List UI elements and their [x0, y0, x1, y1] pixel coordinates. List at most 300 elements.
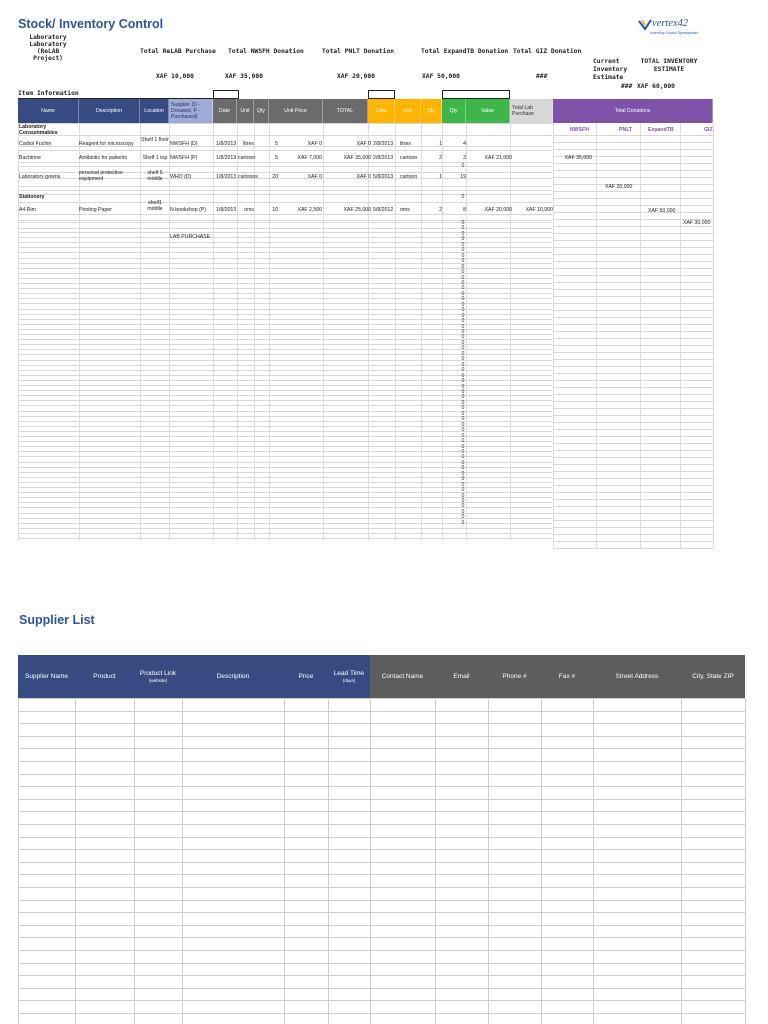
total-nwsfh-value: XAF 35,000 — [225, 73, 263, 80]
item-out-qty: 1 — [439, 174, 442, 180]
donation-row-line — [553, 492, 713, 493]
supplier-column-line — [284, 698, 285, 1024]
item-description: personal protective equipment — [79, 170, 123, 182]
item-supplier: WHO (D) — [170, 174, 192, 180]
supplier-header-price — [284, 655, 328, 698]
row-line — [18, 273, 552, 274]
donation-row-line — [553, 541, 713, 542]
total-giz-value: ### — [536, 73, 548, 80]
row-line — [18, 497, 552, 498]
row-line — [18, 247, 552, 248]
item-unit-price: XAF 0 — [307, 174, 322, 180]
donation-column-line — [596, 123, 597, 549]
header-out-qty: Qty — [421, 99, 442, 123]
donation-row-line — [553, 520, 713, 521]
supplier-header-phone — [488, 655, 541, 698]
total-inventory-value: XAF 60,000 — [637, 83, 675, 90]
supplier-row-line — [18, 723, 745, 724]
row-line — [18, 135, 552, 136]
item-in-unit: rims — [244, 207, 254, 213]
current-qty-zero: 0 — [461, 383, 465, 390]
header-current-qty: Qty — [442, 99, 466, 123]
row-line — [18, 123, 552, 124]
current-qty-zero: 0 — [461, 350, 465, 357]
current-qty-zero: 0 — [461, 334, 465, 341]
donation-row-line — [553, 282, 713, 283]
row-line — [18, 446, 552, 447]
column-line — [79, 123, 80, 541]
current-qty-zero: 0 — [461, 356, 465, 363]
donation-row-line — [553, 401, 713, 402]
row-line — [18, 237, 552, 238]
item-current-qty: 19 — [460, 174, 466, 180]
row-line — [18, 421, 552, 422]
row-line — [18, 456, 552, 457]
current-qty-zero: 0 — [461, 448, 465, 455]
row-line — [18, 186, 552, 187]
lab-label: Laboratory Laboratory (ReLAB Project) — [29, 34, 67, 62]
supplier-row-line — [18, 849, 745, 850]
supplier-row-line — [18, 824, 745, 825]
donation-row-line — [553, 212, 713, 213]
donation-row-line — [553, 436, 713, 437]
item-current-qty: 4 — [463, 141, 466, 147]
supplier-header-contact-text: Contact Name — [381, 673, 424, 680]
supplier-column-line — [370, 698, 371, 1024]
row-line — [18, 293, 552, 294]
row-line — [18, 334, 552, 335]
supplier-row-line — [18, 925, 745, 926]
item-in-unit: litres — [243, 141, 254, 147]
supplier-row-line — [18, 1000, 745, 1001]
supplier-row-line — [18, 799, 745, 800]
item-out-unit: cartoon — [400, 155, 418, 161]
row-line — [18, 405, 552, 406]
supplier-header-name-text: Supplier Name — [25, 673, 68, 680]
supplier-header-price-text: Price — [298, 673, 314, 680]
row-line — [18, 303, 552, 304]
row-line — [18, 278, 552, 279]
supplier-header-city-text: City, State ZIP — [692, 673, 734, 680]
current-qty-zero: 0 — [461, 492, 465, 499]
donation-row-line — [553, 380, 713, 381]
row-line — [18, 194, 552, 195]
row-line — [18, 242, 552, 243]
supplier-header-lead-time-sub: (days) — [342, 677, 356, 683]
donation-row-line — [553, 534, 713, 535]
supplier-header-lead-time-text: Lead Time — [333, 669, 365, 677]
header-in-date: Date — [213, 99, 237, 123]
item-in-unit: cartoons — [238, 174, 258, 180]
header-out-date: Date — [368, 99, 395, 123]
row-line — [18, 492, 552, 493]
row-line — [18, 441, 552, 442]
page-title: Stock/ Inventory Control — [18, 17, 164, 31]
supplier-header-email-text: Email — [453, 673, 470, 680]
donation-row-line — [553, 240, 713, 241]
total-pnlt-label: Total PNLT Donation — [322, 48, 395, 55]
supplier-column-line — [328, 698, 329, 1024]
current-qty-zero: 0 — [461, 421, 465, 428]
pnlt-amount: XAF 20,000 — [605, 184, 633, 190]
row-line — [18, 426, 552, 427]
current-qty-zero: 0 — [461, 427, 465, 434]
current-qty-zero: 0 — [461, 405, 465, 412]
item-value: XAF 20,000 — [484, 207, 512, 213]
total-relab-value: XAF 10,000 — [156, 73, 194, 80]
donation-row-line — [553, 310, 713, 311]
total-giz-label: Total GIZ Donation — [513, 48, 582, 55]
donation-row-line — [553, 464, 713, 465]
row-line — [18, 380, 552, 381]
supplier-row-line — [18, 963, 745, 964]
row-line — [18, 150, 552, 151]
column-line — [395, 123, 396, 541]
current-qty-zero: 0 — [461, 258, 465, 265]
section-item-information: Item Information — [18, 90, 79, 97]
current-qty-zero: 0 — [461, 367, 465, 374]
donation-row-line — [553, 254, 713, 255]
item-current-qty: 8 — [463, 207, 466, 213]
supplier-column-line — [435, 698, 436, 1024]
supplier-column-line — [593, 698, 594, 1024]
donation-row-line — [553, 142, 713, 143]
supplier-header-description-text: Description — [216, 673, 250, 680]
item-out-unit: rims — [400, 207, 410, 213]
row-line — [18, 339, 552, 340]
row-line — [18, 354, 552, 355]
row-line — [18, 344, 552, 345]
logo-tagline: Inventory Control Spreadsheet — [650, 31, 698, 35]
donation-row-line — [553, 548, 713, 549]
zero-stationery-row: 0 — [461, 194, 465, 200]
current-qty-zero: 0 — [461, 225, 465, 232]
item-total: XAF 35,000 — [343, 155, 371, 161]
item-unit-price: XAF 2,500 — [297, 207, 322, 213]
header-name: Name — [18, 99, 79, 123]
supplier-header-product-link-sub: (website) — [148, 677, 168, 683]
current-qty-zero: 0 — [461, 323, 465, 330]
current-qty-zero: 0 — [461, 301, 465, 308]
donation-row-line — [553, 345, 713, 346]
header-in-qty: Qty — [254, 99, 269, 123]
donation-row-line — [553, 499, 713, 500]
giz-amount: XAF 30,000 — [683, 220, 711, 226]
item-out-date: 2/8/2013 — [373, 141, 394, 147]
row-line — [18, 462, 552, 463]
column-line — [18, 123, 19, 541]
row-line — [18, 487, 552, 488]
header-value: Value — [466, 99, 510, 123]
supplier-row-line — [18, 774, 745, 775]
current-qty-zero: 0 — [461, 312, 465, 319]
row-line — [18, 202, 552, 203]
supplier-row-line — [18, 887, 745, 888]
current-qty-zero: 0 — [461, 307, 465, 314]
item-in-unit: cartoon — [238, 155, 256, 161]
supplier-row-line — [18, 761, 745, 762]
item-location: Shelf 1 floor — [141, 137, 169, 143]
donation-row-line — [553, 387, 713, 388]
item-description: Reagent for microscopy — [79, 141, 134, 147]
supplier-column-line — [75, 698, 76, 1024]
total-relab-label: Total ReLAB Purchase — [140, 48, 216, 55]
header-total-donations: Total Donations — [553, 99, 713, 123]
current-qty-zero: 0 — [461, 432, 465, 439]
current-qty-zero: 0 — [461, 269, 465, 276]
item-out-qty: 2 — [439, 207, 442, 213]
item-location: Shelf 1 top — [142, 155, 168, 161]
donation-row-line — [553, 394, 713, 395]
current-qty-zero: 0 — [461, 378, 465, 385]
header-in-unit: Unit — [237, 99, 254, 123]
donation-row-line — [553, 135, 713, 136]
item-description: Printing Paper — [79, 207, 112, 213]
donation-row-line — [553, 373, 713, 374]
logo-mark-icon — [638, 19, 652, 30]
row-line — [18, 298, 552, 299]
supplier-row-line — [18, 811, 745, 812]
donation-column-line — [640, 123, 641, 549]
current-qty-zero: 0 — [461, 443, 465, 450]
donation-row-line — [553, 205, 713, 206]
current-qty-zero: 0 — [461, 410, 465, 417]
supplier-column-line — [541, 698, 542, 1024]
item-in-qty: 20 — [272, 174, 278, 180]
header-total: TOTAL — [323, 99, 368, 123]
current-qty-zero: 0 — [461, 285, 465, 292]
donation-row-line — [553, 198, 713, 199]
supplier-header-product-link — [134, 655, 182, 698]
current-qty-zero: 0 — [461, 263, 465, 270]
supplier-row-line — [18, 748, 745, 749]
current-qty-zero: 0 — [461, 394, 465, 401]
item-name: Bachtrine — [19, 155, 41, 161]
donation-row-line — [553, 506, 713, 507]
donation-column-line — [680, 123, 681, 549]
row-line — [18, 319, 552, 320]
donation-row-line — [553, 261, 713, 262]
current-qty-zero: 0 — [461, 345, 465, 352]
donation-row-line — [553, 303, 713, 304]
column-line — [254, 123, 255, 541]
donation-header-expandtb: ExpandTB — [648, 127, 674, 133]
donation-row-line — [553, 268, 713, 269]
supplier-header-phone-text: Phone # — [502, 673, 527, 680]
current-qty-zero: 0 — [461, 454, 465, 461]
donation-row-line — [553, 338, 713, 339]
header-location: Location — [140, 99, 169, 123]
current-qty-zero: 0 — [461, 416, 465, 423]
column-line — [269, 123, 270, 541]
item-in-date: 1/8/2013 — [216, 141, 237, 147]
current-qty-zero: 0 — [461, 399, 465, 406]
donation-row-line — [553, 485, 713, 486]
supplier-row-line — [18, 912, 745, 913]
current-qty-zero: 0 — [461, 519, 465, 526]
row-line — [18, 252, 552, 253]
supplier-header-fax — [541, 655, 593, 698]
current-qty-zero: 0 — [461, 318, 465, 325]
header-supplier: Supplier (D - Donated, P - Purchased) — [169, 99, 213, 123]
item-out-date: 5/8/2012 — [373, 207, 394, 213]
current-qty-zero: 0 — [461, 497, 465, 504]
row-line — [18, 502, 552, 503]
donation-row-line — [553, 275, 713, 276]
section-current-box — [442, 90, 510, 99]
supplier-row-line — [18, 1013, 745, 1014]
category-lab-consumables: Laboratory Consummables — [19, 124, 58, 136]
row-line — [18, 329, 552, 330]
current-qty-zero: 0 — [461, 459, 465, 466]
header-out-unit: Unit — [395, 99, 421, 123]
donation-row-line — [553, 170, 713, 171]
supplier-header-city — [681, 655, 745, 698]
supplier-row-line — [18, 975, 745, 976]
donation-row-line — [553, 527, 713, 528]
item-description: Antibiotic for patients — [79, 155, 128, 161]
supplier-column-line — [18, 698, 19, 1024]
item-out-unit: cartoon — [400, 174, 418, 180]
donation-row-line — [553, 408, 713, 409]
current-qty-zero: 0 — [461, 274, 465, 281]
row-line — [18, 395, 552, 396]
lab-purchase-label: LAB PURCHASE — [170, 234, 211, 240]
row-line — [18, 436, 552, 437]
current-qty-zero: 0 — [461, 372, 465, 379]
donation-row-line — [553, 317, 713, 318]
donation-row-line — [553, 359, 713, 360]
row-line — [18, 283, 552, 284]
total-nwsfh-label: Total NWSFH Donation — [228, 48, 304, 55]
item-current-qty: 3 — [463, 155, 466, 161]
item-name: Carbol Fuchin — [19, 141, 52, 147]
expandtb-amount: XAF 50,000 — [648, 208, 676, 214]
donation-row-line — [553, 457, 713, 458]
row-line — [18, 416, 552, 417]
row-line — [18, 190, 552, 191]
row-line — [18, 314, 552, 315]
donation-row-line — [553, 450, 713, 451]
header-description: Description — [79, 99, 140, 123]
row-line — [18, 451, 552, 452]
row-line — [18, 538, 552, 539]
section-out-box — [368, 90, 395, 99]
supplier-column-line — [134, 698, 135, 1024]
current-qty-zero: 0 — [461, 252, 465, 259]
item-in-qty: 5 — [275, 155, 278, 161]
supplier-row-line — [18, 698, 745, 699]
supplier-column-line — [745, 698, 746, 1024]
item-total: XAF 0 — [356, 141, 371, 147]
item-lab-purchase: XAF 10,000 — [525, 207, 553, 213]
header-unit-price: Unit Price — [269, 99, 323, 123]
item-in-qty: 10 — [272, 207, 278, 213]
row-line — [18, 523, 552, 524]
row-line — [18, 411, 552, 412]
section-in-box — [213, 90, 239, 99]
donation-row-line — [553, 471, 713, 472]
supplier-row-line — [18, 786, 745, 787]
donation-row-line — [553, 149, 713, 150]
donation-row-line — [553, 415, 713, 416]
item-in-qty: 5 — [275, 141, 278, 147]
column-line — [368, 123, 369, 541]
supplier-header-description — [182, 655, 284, 698]
supplier-header-name — [18, 655, 75, 698]
row-line — [18, 268, 552, 269]
current-qty-zero: 0 — [461, 503, 465, 510]
current-qty-zero: 0 — [461, 389, 465, 395]
row-line — [18, 482, 552, 483]
item-unit-price: XAF 0 — [307, 141, 322, 147]
row-line — [18, 166, 552, 167]
row-line — [18, 222, 552, 223]
header-lab-purchase: Total Lab Purchase — [510, 99, 553, 123]
total-pnlt-value: XAF 20,000 — [337, 73, 375, 80]
current-qty-zero: 0 — [461, 476, 465, 483]
current-qty-zero: 0 — [461, 220, 465, 226]
row-line — [18, 232, 552, 233]
row-line — [18, 220, 552, 221]
row-line — [18, 228, 552, 229]
supplier-header-product-text: Product — [93, 673, 116, 680]
supplier-row-line — [18, 950, 745, 951]
supplier-column-line — [681, 698, 682, 1024]
total-expandtb-value: XAF 50,000 — [422, 73, 460, 80]
current-qty-zero: 0 — [461, 290, 465, 297]
row-line — [18, 370, 552, 371]
item-out-qty: 2 — [439, 155, 442, 161]
supplier-list-title: Supplier List — [19, 613, 95, 627]
supplier-header-product-link-text: Product Link — [139, 669, 177, 677]
column-line — [323, 123, 324, 541]
supplier-row-line — [18, 988, 745, 989]
current-qty-zero: 0 — [461, 279, 465, 286]
column-line — [213, 123, 214, 541]
donation-row-line — [553, 366, 713, 367]
donation-header-giz: GIZ — [704, 127, 713, 133]
item-total: XAF 25,000 — [343, 207, 371, 213]
supplier-header-contact — [370, 655, 435, 698]
donation-row-line — [553, 233, 713, 234]
supplier-row-line — [18, 862, 745, 863]
item-in-date: 1/8/2013 — [216, 155, 237, 161]
row-line — [18, 477, 552, 478]
row-line — [18, 214, 552, 215]
item-name: Laboratory gowns — [19, 174, 61, 180]
donation-row-line — [553, 478, 713, 479]
current-inventory-label: Current Inventory Estimate — [593, 58, 628, 81]
current-qty-zero: 0 — [461, 487, 465, 494]
row-line — [18, 360, 552, 361]
item-supplier: N bookshop (P) — [170, 207, 207, 213]
supplier-column-line — [488, 698, 489, 1024]
current-qty-zero: 0 — [461, 230, 465, 237]
current-qty-zero: 0 — [461, 481, 465, 488]
row-line — [18, 472, 552, 473]
donation-header-pnlt: PNLT — [619, 127, 633, 133]
current-qty-zero: 0 — [461, 241, 465, 248]
donation-row-line — [553, 289, 713, 290]
row-line — [18, 162, 552, 163]
row-line — [18, 400, 552, 401]
donation-column-line — [713, 123, 714, 549]
donation-row-line — [553, 331, 713, 332]
row-line — [18, 518, 552, 519]
supplier-header-fax-text: Fax # — [558, 673, 576, 680]
item-out-date: 5/8/2013 — [373, 174, 394, 180]
